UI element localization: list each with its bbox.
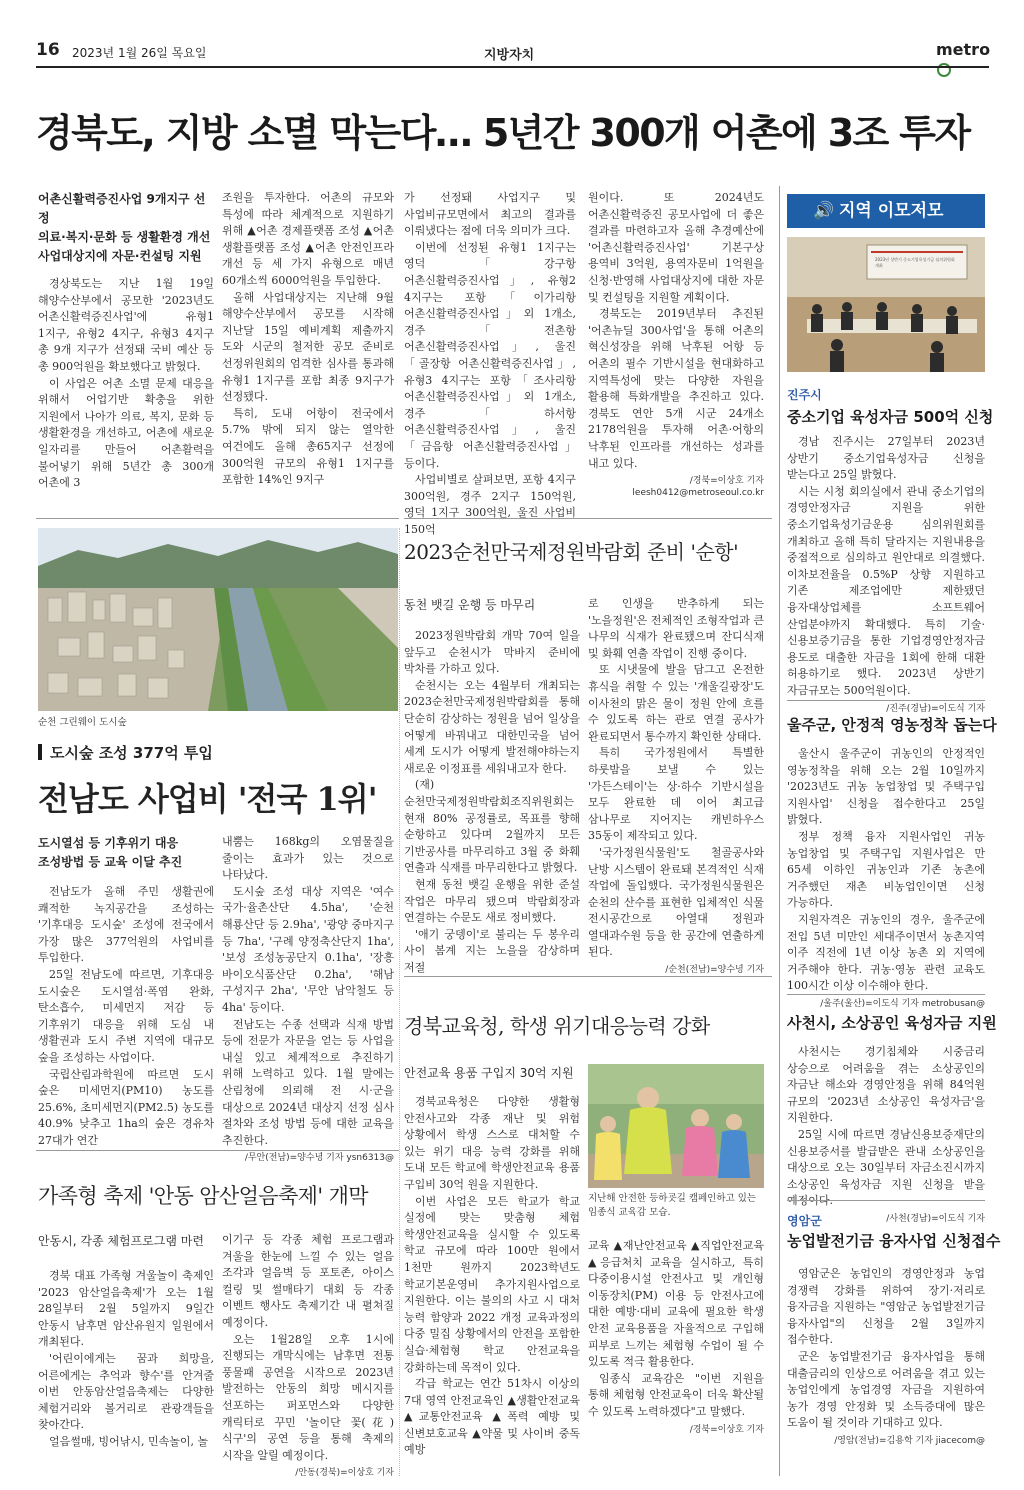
paragraph: 오는 1월28일 오후 1시에 진행되는 개막식에는 남후면 전통 풍물패 공연을 시작으로 2023년 발전하는 안동의 희망 메시지를 선포하는 퍼포먼스와 다양한 캐릭터로 꾸민 '놀이단 꽃(花) 식구'의 공연 등을 통해 축제의 시작을 알릴 예정이다. — [222, 1332, 394, 1462]
suncheon-sub: 동천 뱃길 운행 등 마무리 — [404, 598, 536, 612]
byline: /사천(경남)=이도식 기자 — [886, 1213, 985, 1224]
jeonnam-subheads — [38, 834, 218, 872]
photo-caption: 순천 그린웨이 도시숲 — [38, 717, 127, 728]
paragraph: 이번 사업은 모든 학교가 학교 실정에 맞는 맞춤형 체험 학생안전교육을 실시할 수 있도록 학교 규모에 따라 100만 원에서 1천만 원까지 2023학년도 학교기본운영비 추가지원사업으로 지원한다. 이는 불의의 사고 시 대처 능력 함양과 2022 개정 교육과정의 다중 밀집 상황에서의 안전을 포함한 실습·체험형 학교 안전교육을 강화하는데 목적이 있다. — [404, 1194, 580, 1374]
paragraph: 시는 시청 회의실에서 관내 중소기업의 경영안정자금 지원을 위한 중소기업육성기금운용 심의위원회를 개최하고 올해 특히 달라지는 지원내용을 중점적으로 심의하고 원안대로 의결했다. 이차보전율을 0.5%P 상향 지원하고 기존 제조업에만 제한됐던 융자대상업체를 소프트웨어 산업분야까지 확대했다. 특히 기술·신용보증기금을 통한 기업경영안정자금 용도로 대출한 자금을 1회에 한해 대환 허용하기로 했다. 2023년 상반기 자금규모는 500억원이다. — [787, 484, 985, 697]
paragraph: 특히 국가정원에서 특별한 하룻밤을 보낼 수 있는 '가든스테이'는 상·하수 기반시설을 모두 완료한 데 이어 최고급 삼나무로 지어지는 캐빈하우스 35동이 제작되고 있다. — [588, 746, 764, 843]
jeonnam-col-1 — [38, 884, 214, 1150]
section-rule — [404, 976, 772, 977]
andong-col-1 — [38, 1268, 214, 1451]
paragraph: '애기 궁뎅이'로 불리는 두 봉우리 사이 봄계 지는 노을을 감상하며 저절 — [404, 927, 580, 974]
byline: /울주(울산)=이도식 기자 metrobusan@ — [820, 998, 985, 1009]
paragraph: 경북 대표 가족형 겨울놀이 축제인 '2023 암산얼음축제'가 오는 1월 28일부터 2월 5일까지 9일간 안동시 남후면 암산유원지 일원에서 개최된다. — [38, 1269, 214, 1349]
photo-banner-text[interactable]: 2023년 상반기 중소기업육성기금 심의위원회 개최 — [875, 257, 955, 268]
photo-meeting — [787, 237, 985, 372]
andong-headline: 가족형 축제 '안동 암산얼음축제' 개막 — [38, 1184, 368, 1208]
side-article-title: 사천시, 소상공인 육성자금 지원 — [787, 1014, 997, 1032]
header — [24, 34, 1000, 64]
paragraph: 도시숲 조성 대상 지역은 '여수 국가·율촌산단 4.5ha', '순천 해룡산단 등 2.9ha', '광양 중마지구 등 7ha', '구례 양정축산단지 1ha', '보성 조성농공단지 0.1ha', '장흥 바이오식품산단 0.2ha', '해남 구성지구 2ha', '무안 남악철도 등 4ha' 등이다. — [222, 884, 394, 1014]
paragraph: 올해 사업대상지는 지난해 9월 해양수산부에서 공모를 시작해 지난달 15일 예비계획 제출까지 도와 시군의 철저한 공모 준비로 선정위원회의 엄격한 심사를 통과해 유형1 1지구를 포함 최종 9지구가 선정됐다. — [222, 290, 394, 404]
logo-mark-icon — [937, 63, 951, 77]
side-article-body — [787, 1044, 985, 1225]
paragraph: 특히, 도내 어항이 전국에서 5.7% 밖에 되지 않는 열악한 여건에도 올해 총65지구 선정에 300억원 규모의 유형1 1지구를 포함한 14%인 9지구 — [222, 406, 394, 487]
side-article-body — [787, 746, 985, 1010]
paragraph: 이기구 등 각종 체험 프로그램과 겨울을 한눈에 느낄 수 있는 얼음 조각과 얼음벽 등 포토존, 아이스 컬링 및 썰매타기 대회 등 각종 이벤트 행사도 축제기간 내 펼쳐질 예정이다. — [222, 1233, 394, 1329]
paragraph: 경남 진주시는 27일부터 2023년 상반기 중소기업육성자금 신청을 받는다고 25일 밝혔다. — [787, 435, 985, 482]
main-subhead: 의료·복지·문화 등 생활환경 개선 — [38, 230, 211, 244]
paragraph: 각급 학교는 연간 51차시 이상의 7대 영역 안전교육인 ▲생활안전교육 ▲교통안전교육 ▲폭력 예방 및 신변보호교육 ▲약물 및 사이버 중독 예방 — [404, 1377, 580, 1457]
suncheon-headline: 2023순천만국제정원박람회 준비 '순항' — [404, 540, 739, 564]
paragraph: 이번에 선정된 유형1 1지구는 영덕「강구항 어촌신활력증진사업」, 유형2 4지구는 포항「이가리항 어촌신활력증진사업」외 1개소, 경주「전촌항 어촌신활력증진사업」, 울진「골장항 어촌신활력증진사업」, 유형3 4지구는 포항「조사리항 어촌신활력증진사업」외 1개소, 경주「하서항 어촌신활력증진사업」, 울진「금음항 어촌신활력증진사업」등이다. — [404, 240, 576, 470]
landscape-photo — [38, 528, 398, 711]
andong-sub: 안동시, 각종 체험프로그램 마련 — [38, 1234, 204, 1248]
main-headline: 경북도, 지방 소멸 막는다… 5년간 300개 어촌에 3조 투자 — [36, 111, 970, 155]
column-divider — [779, 186, 780, 1476]
paragraph: 얼음썰매, 빙어낚시, 민속놀이, 놀 — [49, 1434, 209, 1448]
suncheon-col-2 — [588, 596, 764, 976]
side-article-title: 농업발전기금 융자사업 신청접수 — [787, 1232, 1001, 1250]
issue-date: 2023년 1월 26일 목요일 — [72, 46, 207, 60]
subhead: 도시열섬 등 기후위기 대응 — [38, 836, 179, 850]
sidebar-banner — [787, 194, 985, 228]
section-rule — [36, 1150, 399, 1151]
edu-col-1 — [404, 1094, 580, 1459]
sidebar-title: 지역 이모저모 — [839, 201, 944, 221]
section-rule — [404, 518, 772, 519]
paragraph: 경북교육청은 다양한 생활형 안전사고와 각종 재난 및 위험 상황에서 학생 스스로 대처할 수 있는 위기 대응 능력 강화를 위해 도내 모든 학교에 학생안전교육 용품 구입비 30억 원을 지원한다. — [404, 1095, 580, 1191]
side-article-body — [787, 1266, 985, 1447]
paragraph: 2023정원박람회 개막 70여 일을 앞두고 순천시가 막바지 준비에 박차를 가하고 있다. — [404, 629, 580, 676]
main-subhead: 어촌신활력증진사업 9개지구 선정 — [38, 192, 206, 225]
main-col-1 — [38, 276, 214, 492]
paragraph: 국립산림과학원에 따르면 도시 숲은 미세먼지(PM10) 농도를 25.6%, 초미세먼지(PM2.5) 농도를 40.9% 낮추고 1ha의 숲은 경유차 27대가 연간 — [38, 1067, 214, 1147]
edu-sub: 안전교육 용품 구입지 30억 지원 — [404, 1066, 574, 1080]
region-label: 진주시 — [787, 388, 822, 402]
paragraph: 영암군은 농업인의 경영안정과 농업 경쟁력 강화를 위하여 장기·저리로 융자금을 지원하는 "영암군 농업발전기금 융자사업"의 신청을 2월 3일까지 접수한다. — [787, 1267, 985, 1347]
main-subhead: 사업대상지에 자문·컨설팅 지원 — [38, 249, 202, 263]
paragraph: 순천시는 오는 4월부터 개최되는 2023순천만국제정원박람회를 통해 단순히 감상하는 정원을 넘어 일상을 어떻게 바꿔내고 대한민국을 넘어 세계 도시가 어떻게 발전해야하는지 새로운 이정표를 세워내고자 한다. — [404, 678, 580, 775]
paragraph: 내뿜는 168kg의 오염물질을 줄이는 효과가 있는 것으로 나타났다. — [222, 835, 394, 882]
side-article-body — [787, 434, 985, 715]
andong-col-2 — [222, 1232, 394, 1479]
byline: /경북=이상호 기자 — [689, 1424, 764, 1435]
paragraph: 조원을 투자한다. 어촌의 규모와 특성에 따라 체계적으로 지원하기 위해 ▲어촌 경제플랫폼 조성 ▲어촌 생활플랫폼 조성 ▲어촌 안전인프라 개선 등 세 가지 유형으로 매년 60개소씩 6000억원을 투입한다. — [222, 191, 394, 287]
photo-safety-campaign — [588, 1064, 764, 1188]
byline: /안동(경북)=이상호 기자 — [295, 1468, 394, 1479]
main-subheads — [38, 190, 214, 266]
paragraph: 가 선정돼 사업지구 및 사업비규모면에서 최고의 결과를 이뤄냈다는 점에 더욱 의미가 크다. — [404, 191, 576, 238]
byline: /진주(경남)=이도식 기자 — [886, 703, 985, 714]
main-col-3 — [404, 190, 576, 538]
section-name: 지방자치 — [484, 48, 535, 63]
section-rule — [787, 1200, 985, 1201]
paragraph: (재)순천만국제정원박람회조직위원회는 현재 80% 공정률로, 목표를 향해 순항하고 있다며 2월까지 모든 기반공사를 마무리하고 3월 중 화훼 연출과 식재를 마무리한다고 밝혔다. — [404, 778, 580, 875]
paragraph: 정부 정책 융자 지원사업인 귀농 농업창업 및 주택구입 지원사업은 만 65세 이하인 귀농인과 기존 농촌에 거주했던 재촌 비농업인이면 신청 가능하다. — [787, 829, 985, 910]
jeonnam-col-2 — [222, 834, 394, 1164]
section-rule — [787, 994, 985, 995]
suncheon-col-1 — [404, 628, 580, 976]
paragraph: '국가정원식물원'도 철골공사와 난방 시스템이 완료돼 본격적인 식재 작업에 돌입했다. 국가정원식물원은 순천의 산수를 표현한 입체적인 식물 전시공간으로 아열대 정원과 열대과수원 등을 한 공간에 연출하게 된다. — [588, 845, 764, 959]
page-number: 16 — [36, 40, 60, 60]
paragraph: 군은 농업발전기금 융자사업을 통해 대출금리의 인상으로 어려움을 겪고 있는 농업인에게 농업경영 자금을 지원하여 농가 경영 안정화 및 소득증대에 많은 도움이 될 것이라 기대하고 있다. — [787, 1349, 985, 1430]
paragraph: 사업비별로 살펴보면, 포항 4지구 300억원, 경주 2지구 150억원, 영덕 1지구 300억원, 울진 사업비 150억 — [404, 473, 576, 536]
paragraph: 현재 동천 뱃길 운행을 위한 준설 작업은 마무리 됐으며 박람회장과 연결하는 수문도 새로 정비했다. — [404, 877, 580, 925]
paragraph: 교육 ▲재난안전교육 ▲직업안전교육 ▲응급처치 교육을 실시하고, 특히 다중이용시설 안전사고 및 개인형 이동장치(PM) 이용 등 안전사고에 대한 예방·대비 교육에 필요한 학생 안전 교육용품을 자율적으로 구입해 피부로 느끼는 체험형 수업이 될 수 있도록 적극 활용한다. — [588, 1239, 764, 1369]
metro-logo — [936, 40, 1000, 78]
region-label: 영암군 — [787, 1214, 822, 1228]
column-divider — [399, 528, 400, 1476]
speaker-icon: 🔊 — [813, 201, 835, 221]
paragraph: 경상북도는 지난 1월 19일 해양수산부에서 공모한 '2023년도 어촌신활력증진사업'에 유형1 1지구, 유형2 4지구, 유형3 4지구 총 9개 지구가 선정돼 국비 예산 등 총 900억원을 확보했다고 밝혔다. — [38, 277, 214, 373]
paragraph: 25일 시에 따르면 경남신용보증재단의 신용보증서를 발급받은 관내 소상공인을 대상으로 오는 30일부터 자금소진시까지 소상공인 육성자금 지원 신청을 받을 예정이다. — [787, 1127, 985, 1208]
byline: /무안(전남)=양수녕 기자 ysn6313@ — [244, 1153, 394, 1164]
byline: /영암(전남)=김용학 기자 jiacecom@ — [834, 1435, 985, 1446]
kicker-bar — [38, 744, 42, 760]
campaign-photo — [588, 1064, 764, 1188]
paragraph: 사천시는 경기침체와 시중금리 상승으로 어려움을 겪는 소상공인의 자금난 해소와 경영안정을 위해 84억원 규모의 '2023년 소상공인 육성자금'을 지원한다. — [787, 1045, 985, 1125]
byline: /경북=이상호 기자 leesh0412@metroseoul.co.kr — [632, 476, 764, 499]
edu-col-2 — [588, 1238, 764, 1436]
section-rule — [36, 518, 399, 519]
side-article-title: 중소기업 육성자금 500억 신청 — [787, 408, 994, 426]
paragraph: '어린이에게는 꿈과 희망을, 어른에게는 추억과 향수'를 안겨줄 이번 안동암산얼음축제는 다양한 체험거리와 볼거리로 관광객들을 찾아간다. — [38, 1351, 214, 1432]
logo-text: metro — [936, 40, 991, 59]
side-article-title: 울주군, 안정적 영농정착 돕는다 — [787, 716, 997, 734]
byline: /순천(전남)=양수녕 기자 — [665, 965, 764, 976]
subhead: 조성방법 등 교육 이달 추진 — [38, 855, 183, 869]
section-rule — [787, 700, 985, 701]
kicker-text: 도시숲 조성 377억 투입 — [50, 744, 213, 762]
paragraph: 지원자격은 귀농인의 경우, 울주군에 전입 5년 미만인 세대주이면서 농촌지역 이주 직전에 1년 이상 농촌 외 지역에 거주해야 한다. 귀농·영농 관련 교육도 100시간 이상 이수해야 한다. — [787, 912, 985, 993]
paragraph: 전남도는 수종 선택과 식재 방법 등에 전문가 자문을 얻는 등 사업을 내실 있고 체계적으로 추진하기 위해 노력하고 있다. 1월 말에는 산림청에 의뢰해 전 시·군을 대상으로 2024년 대상지 선정 심사 절차와 조성 방법 등에 대한 교육을 추진한다. — [222, 1017, 394, 1147]
main-col-2 — [222, 190, 394, 489]
paragraph: 경북도는 2019년부터 추진된 '어촌뉴딜 300사업'을 통해 어촌의 혁신성장을 위해 낙후된 어항 등 어촌의 필수 기반시설을 현대화하고 지역특성에 맞는 다양한 자원을 활용해 특화개발을 추진하고 있다. 경북도 연안 5개 시군 24개소 2178억원을 투자해 어촌·어항의 낙후된 인프라를 개선하는 성과를 내고 있다. — [588, 307, 764, 470]
paragraph: 또 시냇물에 발을 담그고 온전한 휴식을 취할 수 있는 '개울길광장'도 이사천의 맑은 물이 정원 안에 흐를 수 있도록 하는 관로 연결 공사가 완료되면서 통수까지 확인한 상태다. — [588, 663, 764, 743]
main-col-4 — [588, 190, 764, 499]
paragraph: 25일 전남도에 따르면, 기후대응 도시숲은 도시열섬·폭염 완화, 탄소흡수, 미세먼지 저감 등 기후위기 대응을 위해 도심 내 생활권과 도시 주변 지역에 대규모 숲을 조성하는 사업이다. — [38, 967, 214, 1064]
jeonnam-headline: 전남도 사업비 '전국 1위' — [38, 780, 377, 818]
paragraph: 이 사업은 어촌 소멸 문제 대응을 위해서 어업기반 확충을 위한 지원에서 나아가 의료, 복지, 문화 등 생활환경을 개선하고, 어촌에 새로운 일자리를 만들어 어촌활력을 불어넣기 위해 5년간 총 300개 어촌에 3 — [38, 376, 214, 490]
header-rule — [36, 66, 989, 68]
edu-headline: 경북교육청, 학생 위기대응능력 강화 — [404, 1014, 710, 1038]
photo-caption: 지난해 안전한 등하굣길 캠페인하고 있는 임종식 교육감 모습. — [588, 1193, 757, 1218]
paragraph: 전남도가 올해 주민 생활권에 쾌적한 녹지공간을 조성하는 '기후대응 도시숲' 조성에 전국에서 가장 많은 377억원의 사업비를 투입한다. — [38, 885, 214, 965]
paragraph: 로 인생을 반추하게 되는 '노을정원'은 전체적인 조형작업과 큰 나무의 식재가 완료됐으며 잔디식재 및 화훼 연출 작업이 진행 중이다. — [588, 597, 764, 660]
paragraph: 울산시 울주군이 귀농인의 안정적인 영농정착을 위해 오는 2월 10일까지 '2023년도 귀농 농업창업 및 주택구입 지원사업' 신청을 접수한다고 25일 밝혔다. — [787, 747, 985, 827]
photo-suncheon-greenway — [38, 528, 398, 711]
paragraph: 임종식 교육감은 "이번 지원을 통해 체험형 안전교육이 더욱 확산될 수 있도록 노력하겠다"고 말했다. — [588, 1371, 764, 1418]
paragraph: 원이다. 또 2024년도 어촌신활력증진 공모사업에 더 좋은 결과를 마련하고자 올해 추경예산에 '어촌신활력증진사업' 기본구상 용역비 3억원, 용역자문비 1억원을 신청·반영해 사업대상지에 대한 자문 및 컨설팅을 지원할 계획이다. — [588, 191, 764, 304]
